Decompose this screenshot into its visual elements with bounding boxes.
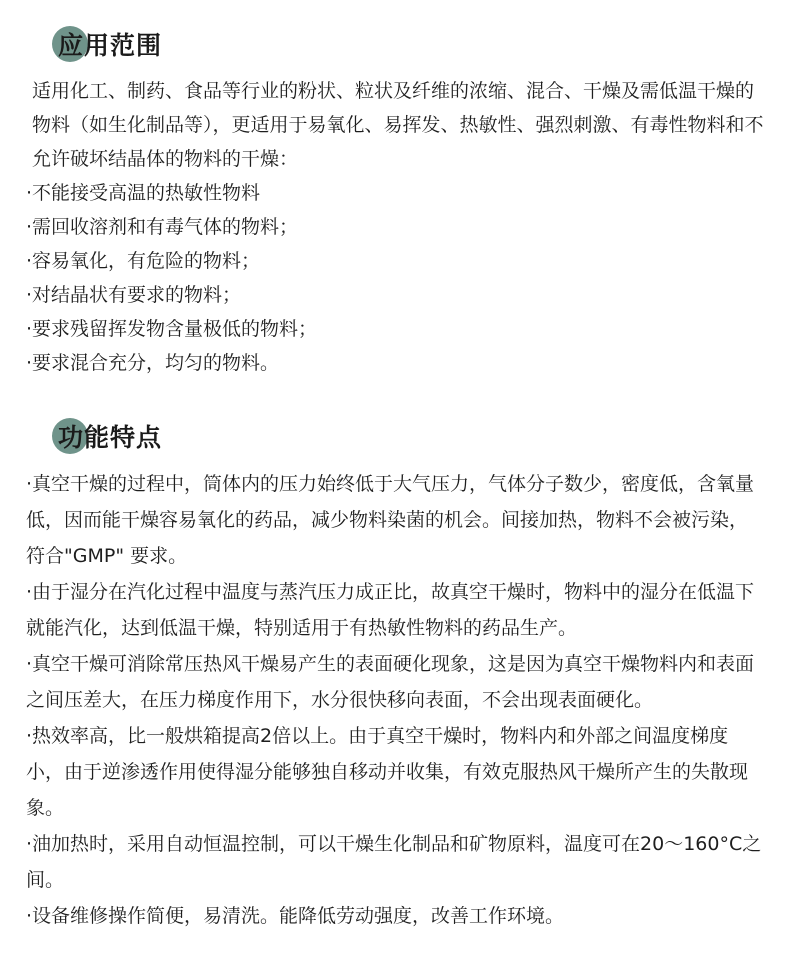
feature-item: ·设备维修操作简便，易清洗。能降低劳动强度，改善工作环境。	[26, 905, 565, 927]
feature-item: ·真空干燥可消除常压热风干燥易产生的表面硬化现象，这是因为真空干燥物料内和表面之间压差大，在压力梯度作用下，水分很快移向表面，不会出现表面硬化。	[26, 653, 755, 711]
application-bullet: ·需回收溶剂和有毒气体的物料；	[26, 216, 299, 238]
application-intro: 适用化工、制药、食品等行业的粉状、粒状及纤维的浓缩、混合、干燥及需低温干燥的物料（如生化制品等），更适用于易氧化、易挥发、热敏性、强烈刺激、有毒性物料和不允许破坏结晶体的物料的干燥：	[32, 80, 764, 170]
application-bullet: ·对结晶状有要求的物料；	[26, 284, 242, 306]
feature-item: ·由于湿分在汽化过程中温度与蒸汽压力成正比，故真空干燥时，物料中的湿分在低温下就能汽化，达到低温干燥，特别适用于有热敏性物料的药品生产。	[26, 581, 755, 639]
features-body	[0, 466, 790, 934]
application-heading-text: 应用范围	[58, 31, 163, 60]
application-heading	[52, 20, 790, 68]
application-bullet: ·容易氧化，有危险的物料；	[26, 250, 261, 272]
application-bullet: ·不能接受高温的热敏性物料	[26, 182, 261, 204]
features-section	[0, 412, 790, 934]
feature-item: ·油加热时，采用自动恒温控制，可以干燥生化制品和矿物原料，温度可在20～160°C之间。	[26, 833, 762, 891]
application-bullet: ·要求混合充分，均匀的物料。	[26, 352, 280, 374]
features-heading	[52, 412, 790, 460]
features-heading-text: 功能特点	[58, 423, 163, 452]
application-bullet: ·要求残留挥发物含量极低的物料；	[26, 318, 318, 340]
application-section	[0, 20, 790, 380]
feature-item: ·真空干燥的过程中，筒体内的压力始终低于大气压力，气体分子数少，密度低，含氧量低，因而能干燥容易氧化的药品，减少物料染菌的机会。间接加热，物料不会被污染，符合"GMP" 要求。	[26, 473, 755, 567]
feature-item: ·热效率高，比一般烘箱提高2倍以上。由于真空干燥时，物料内和外部之间温度梯度小，由于逆渗透作用使得湿分能够独自移动并收集，有效克服热风干燥所产生的失散现象。	[26, 725, 749, 819]
application-body	[0, 74, 790, 380]
